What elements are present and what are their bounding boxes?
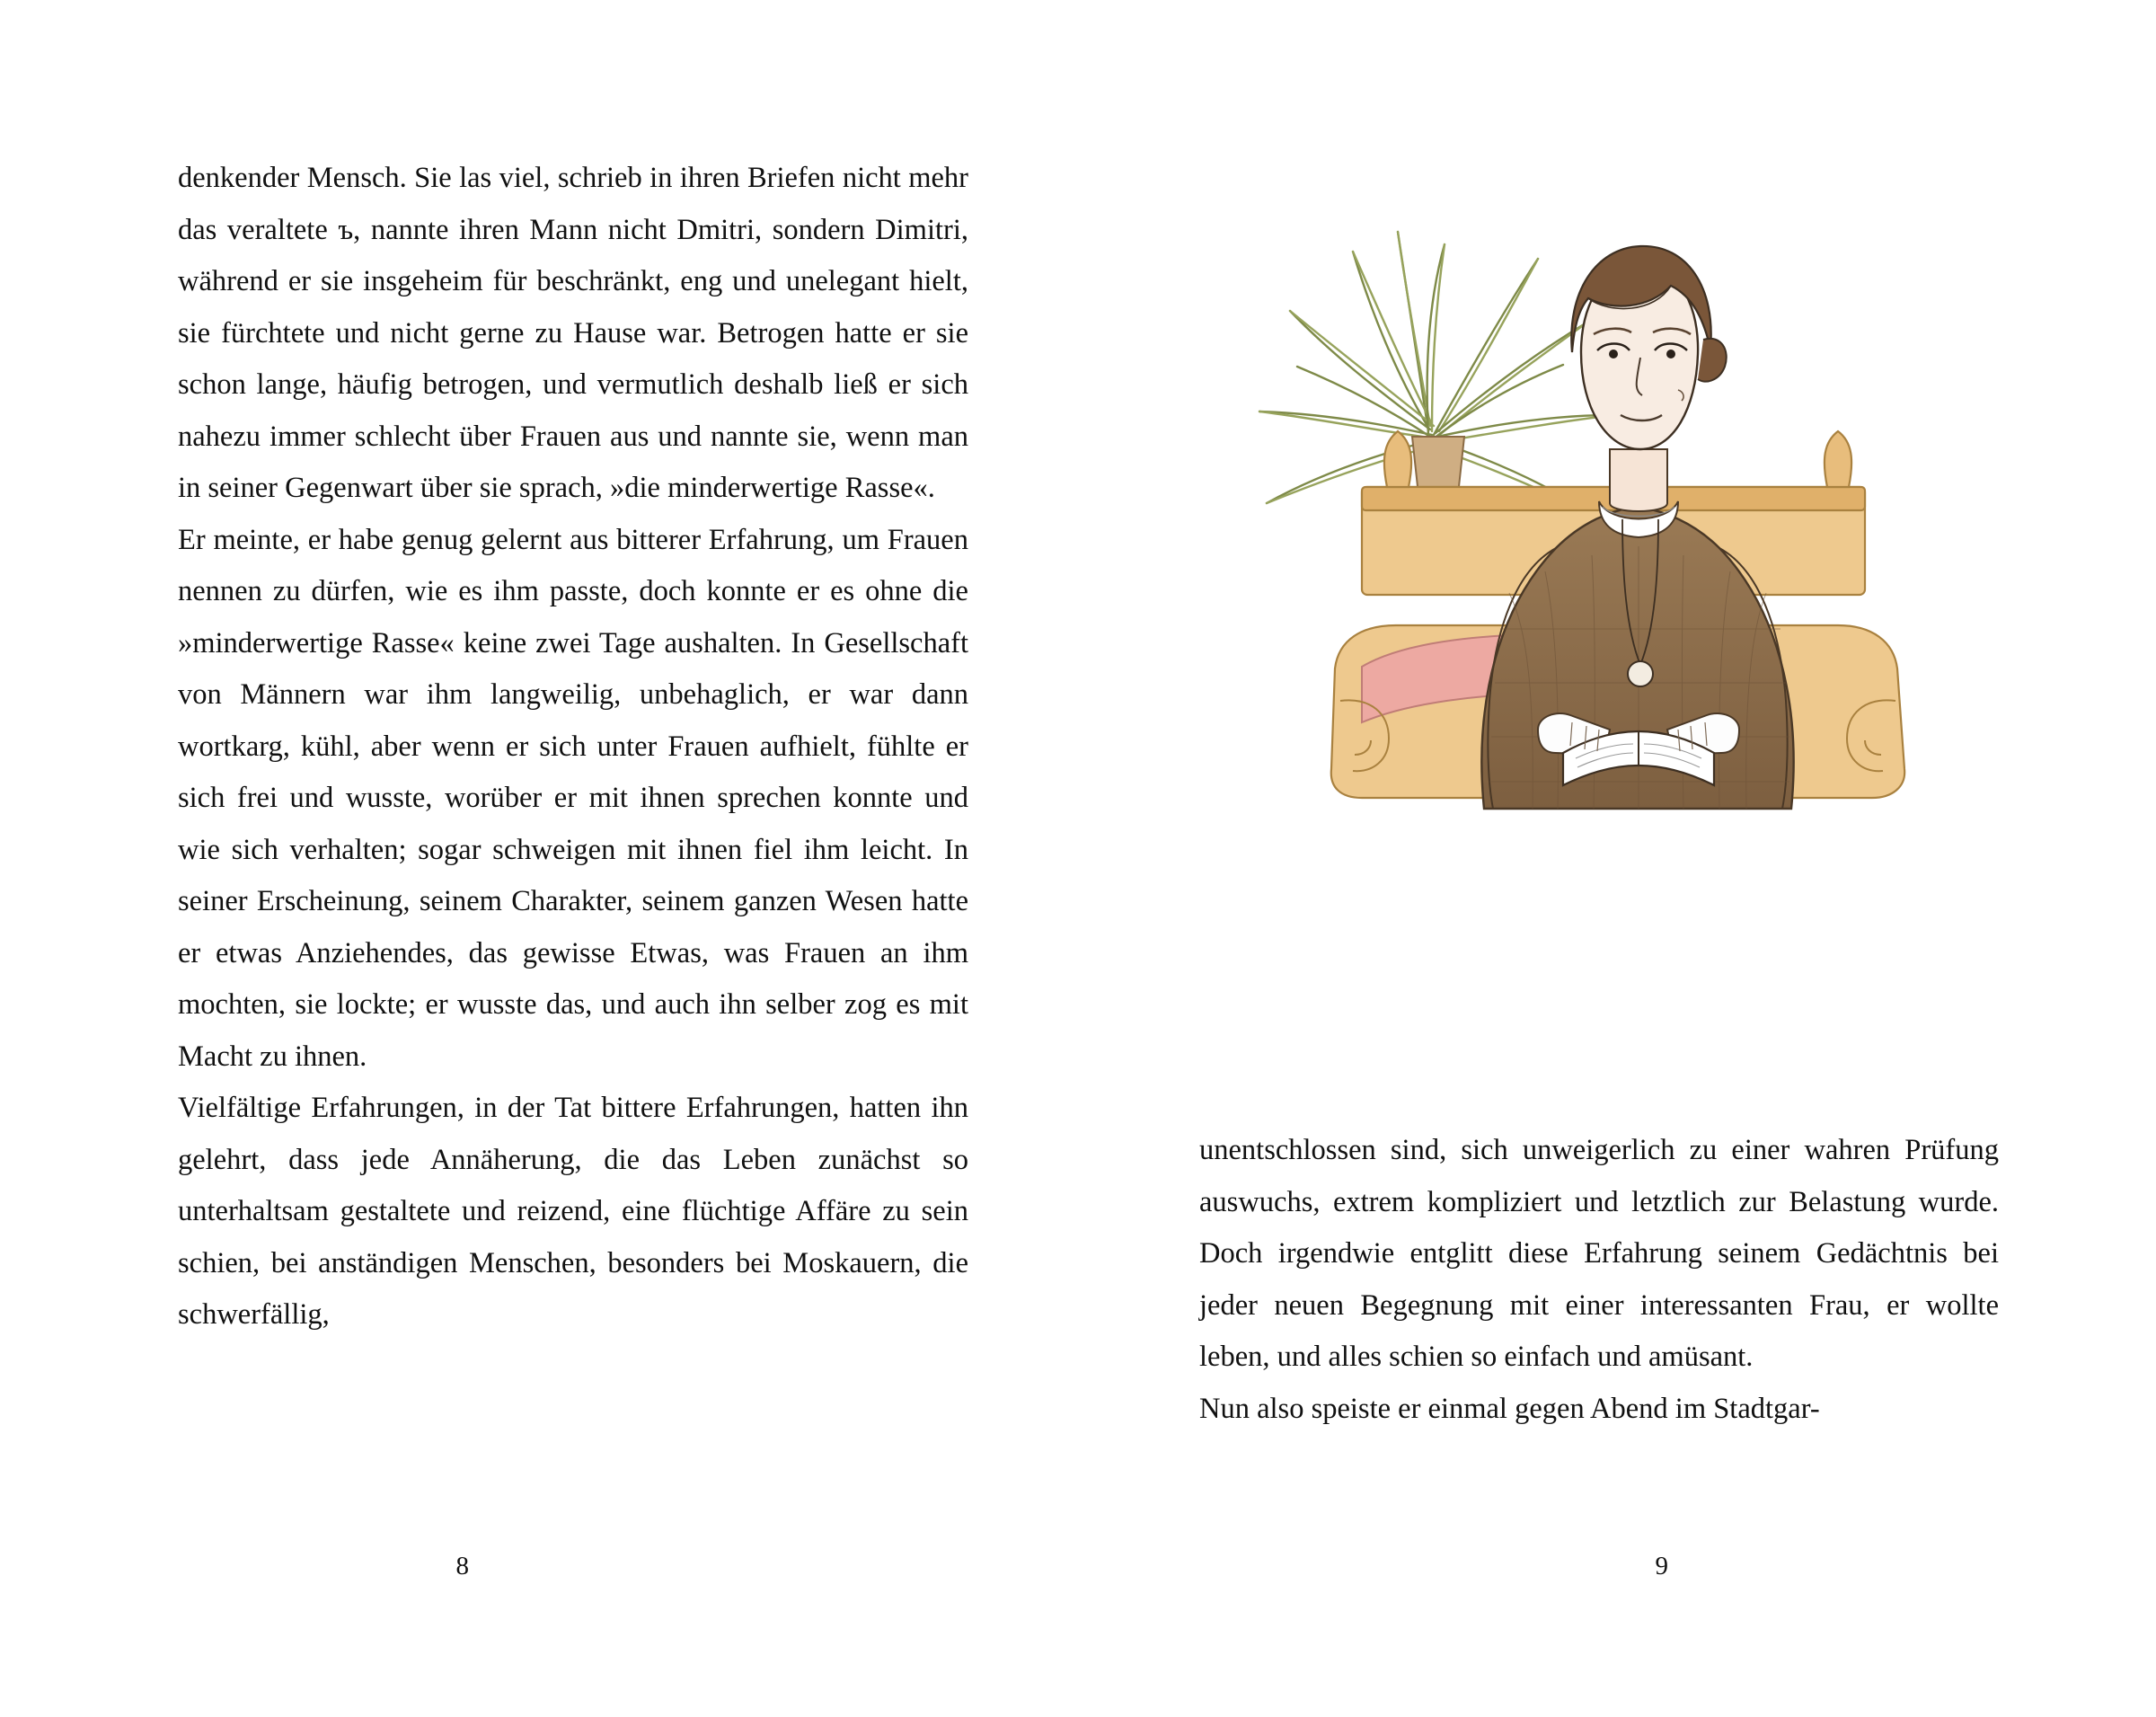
paragraph: Nun also speiste er einmal gegen Abend im Stadtgar-: [1199, 1392, 1820, 1425]
right-page-text-column: [1199, 1125, 1999, 1435]
page-number-right: 9: [1655, 1552, 1669, 1580]
seated-woman-with-book-illustration: [1204, 126, 2030, 988]
right-page: [1078, 0, 2156, 1717]
left-page-text-column: [178, 153, 968, 1341]
paragraph: denkender Mensch. Sie las viel, schrieb in ihren Briefen nicht mehr das veraltete ъ, nannte ihren Mann nicht Dmitri, sondern Dimitri, während er sie insgeheim für beschränkt, eng und unelegant hielt, sie fürchtete und nicht gerne zu Hause war. Betrogen hatte er sie schon lange, häufig betrogen, und vermutlich deshalb ließ er sich nahezu immer schlecht über Frauen aus und nannte sie, wenn man in seiner Gegenwart über sie sprach, »die minderwertige Rasse«.: [178, 162, 968, 504]
paragraph: Vielfältige Erfahrungen, in der Tat bittere Erfahrungen, hatten ihn gelehrt, dass jede Annäherung, die das Leben zunächst so unterhaltsam gestaltete und reizend, eine flüchtige Affäre zu sein schien, bei anständigen Menschen, besonders bei Moskauern, die schwerfällig,: [178, 1092, 968, 1331]
page-number-left: 8: [455, 1552, 470, 1580]
paragraph: Er meinte, er habe genug gelernt aus bitterer Erfahrung, um Frauen nennen zu dürfen, wie es ihm passte, doch konnte er es ohne die »minderwertige Rasse« keine zwei Tage aushalten. In Gesellschaft von Männern war ihm langweilig, unbehaglich, er war dann wortkarg, kühl, aber wenn er sich unter Frauen aufhielt, fühlte er sich frei und wusste, worüber er mit ihnen sprechen konnte und wie sich verhalten; sogar schweigen mit ihnen fiel ihm leicht. In seiner Erscheinung, seinem Charakter, seinem ganzen Wesen hatte er etwas Anziehendes, das gewisse Etwas, was Frauen an ihm mochten, sie lockte; er wusste das, und auch ihn selber zog es mit Macht zu ihnen.: [178, 523, 968, 1073]
paragraph: unentschlossen sind, sich unweigerlich zu einer wahren Prüfung auswuchs, extrem kompliziert und letztlich zur Belastung wurde. Doch irgendwie entglitt diese Erfahrung seinem Gedächtnis bei jeder neuen Begegnung mit einer interessanten Frau, er wollte leben, und alles schien so einfach und amüsant.: [1199, 1134, 1999, 1373]
